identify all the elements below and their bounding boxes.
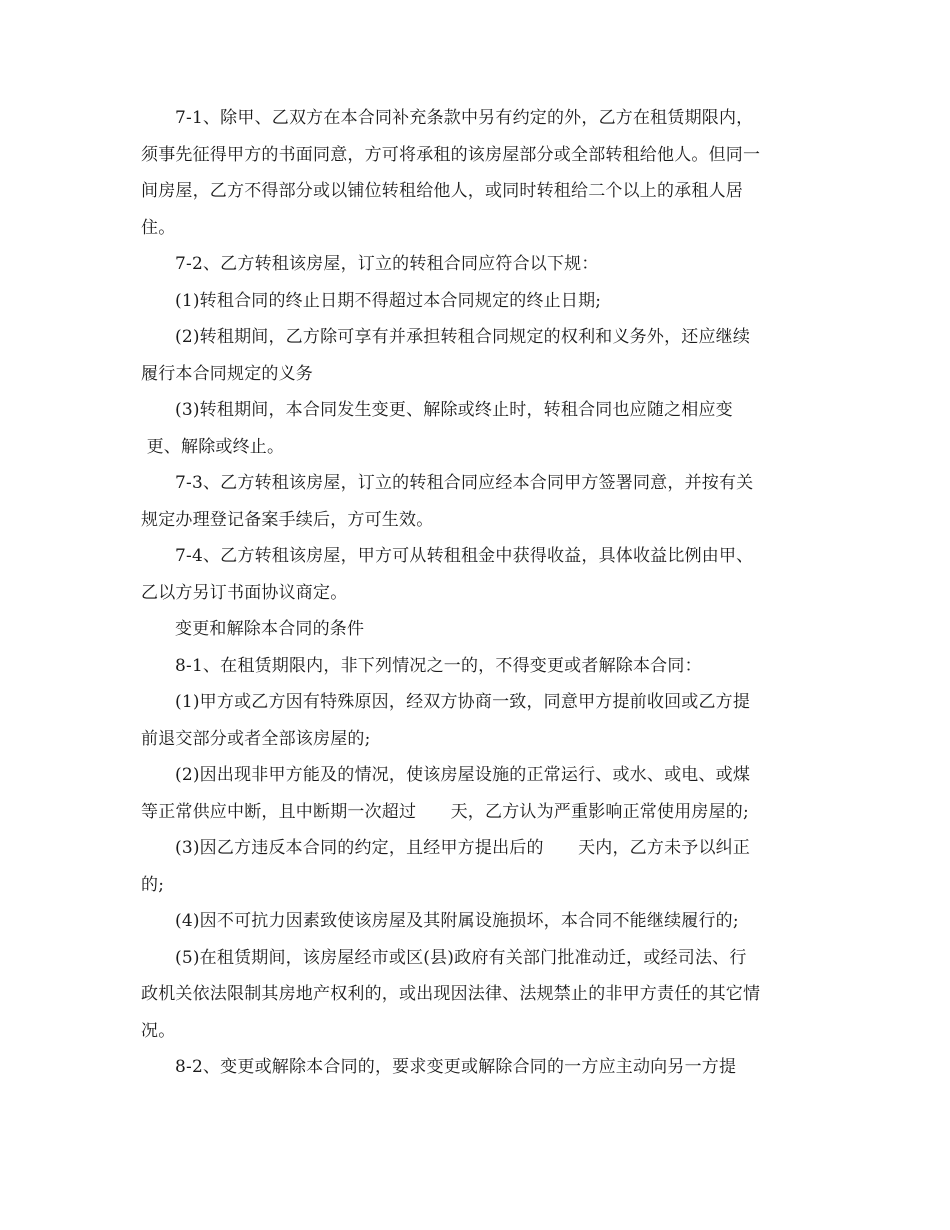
clause-8-1-item-1 (141, 684, 821, 757)
text-line: 履行本合同规定的义务 (141, 363, 313, 384)
clause-7-3 (141, 465, 821, 538)
clause-8-1 (141, 648, 821, 685)
clause-8-1-item-5 (141, 940, 821, 1050)
text-line: 7-1、除甲、乙双方在本合同补充条款中另有约定的外，乙方在租赁期限内， (175, 108, 754, 128)
text-line: 8-2、变更或解除本合同的，要求变更或解除合同的一方应主动向另一方提 (175, 1057, 737, 1077)
clause-7-1 (141, 100, 821, 246)
text-line: 变更和解除本合同的条件 (175, 619, 365, 639)
text-line: 7-3、乙方转租该房屋，订立的转租合同应经本合同甲方签署同意，并按有关 (175, 473, 754, 493)
text-line: 住。 (141, 217, 176, 238)
text-line: (3)转租期间，本合同发生变更、解除或终止时，转租合同也应随之相应变 (175, 400, 733, 420)
clause-7-2-item-3 (141, 392, 821, 465)
clause-8-1-item-3 (141, 830, 821, 903)
document-body (141, 100, 821, 1086)
clause-7-2-item-2 (141, 319, 821, 392)
text-line: 间房屋，乙方不得部分或以铺位转租给他人，或同时转租给二个以上的承租人居 (141, 181, 743, 201)
text-line: 政机关依法限制其房地产权利的，或出现因法律、法规禁止的非甲方责任的其它情 (141, 984, 761, 1004)
clause-8-2 (141, 1049, 821, 1086)
clause-7-4 (141, 538, 821, 611)
clause-7-2 (141, 246, 821, 283)
text-line: 规定办理登记备案手续后，方可生效。 (141, 509, 434, 530)
text-line: 更、解除或终止。 (141, 436, 285, 457)
section-heading (141, 611, 821, 648)
text-line: 7-4、乙方转租该房屋，甲方可从转租租金中获得收益，具体收益比例由甲、 (175, 546, 754, 566)
clause-7-2-item-1 (141, 283, 821, 320)
clause-8-1-item-2 (141, 757, 821, 830)
text-line: 的; (141, 874, 165, 895)
text-line: (1)转租合同的终止日期不得超过本合同规定的终止日期; (175, 290, 602, 311)
text-line: 须事先征得甲方的书面同意，方可将承租的该房屋部分或全部转租给他人。但同一 (141, 144, 761, 165)
text-line: 前退交部分或者全部该房屋的; (141, 728, 371, 749)
text-line: 乙以方另订书面协议商定。 (141, 582, 348, 603)
text-line: (2)转租期间，乙方除可享有并承担转租合同规定的权利和义务外，还应继续 (175, 327, 751, 347)
text-line: 7-2、乙方转租该房屋，订立的转租合同应符合以下规： (175, 254, 599, 274)
text-line: (3)因乙方违反本合同的约定，且经甲方提出后的 天内，乙方未予以纠正 (175, 838, 751, 858)
text-line: 8-1、在租赁期限内，非下列情况之一的，不得变更或者解除本合同： (175, 655, 702, 676)
text-line: (4)因不可抗力因素致使该房屋及其附属设施损坏，本合同不能继续履行的; (175, 911, 739, 931)
clause-8-1-item-4 (141, 903, 821, 940)
text-line: 等正常供应中断，且中断期一次超过 天，乙方认为严重影响正常使用房屋的; (141, 801, 749, 822)
text-line: (5)在租赁期间，该房屋经市或区(县)政府有关部门批准动迁，或经司法、行 (175, 947, 747, 968)
text-line: (1)甲方或乙方因有特殊原因，经双方协商一致，同意甲方提前收回或乙方提 (175, 692, 751, 712)
text-line: 况。 (141, 1020, 176, 1041)
text-line: (2)因出现非甲方能及的情况，使该房屋设施的正常运行、或水、或电、或煤 (175, 765, 751, 785)
